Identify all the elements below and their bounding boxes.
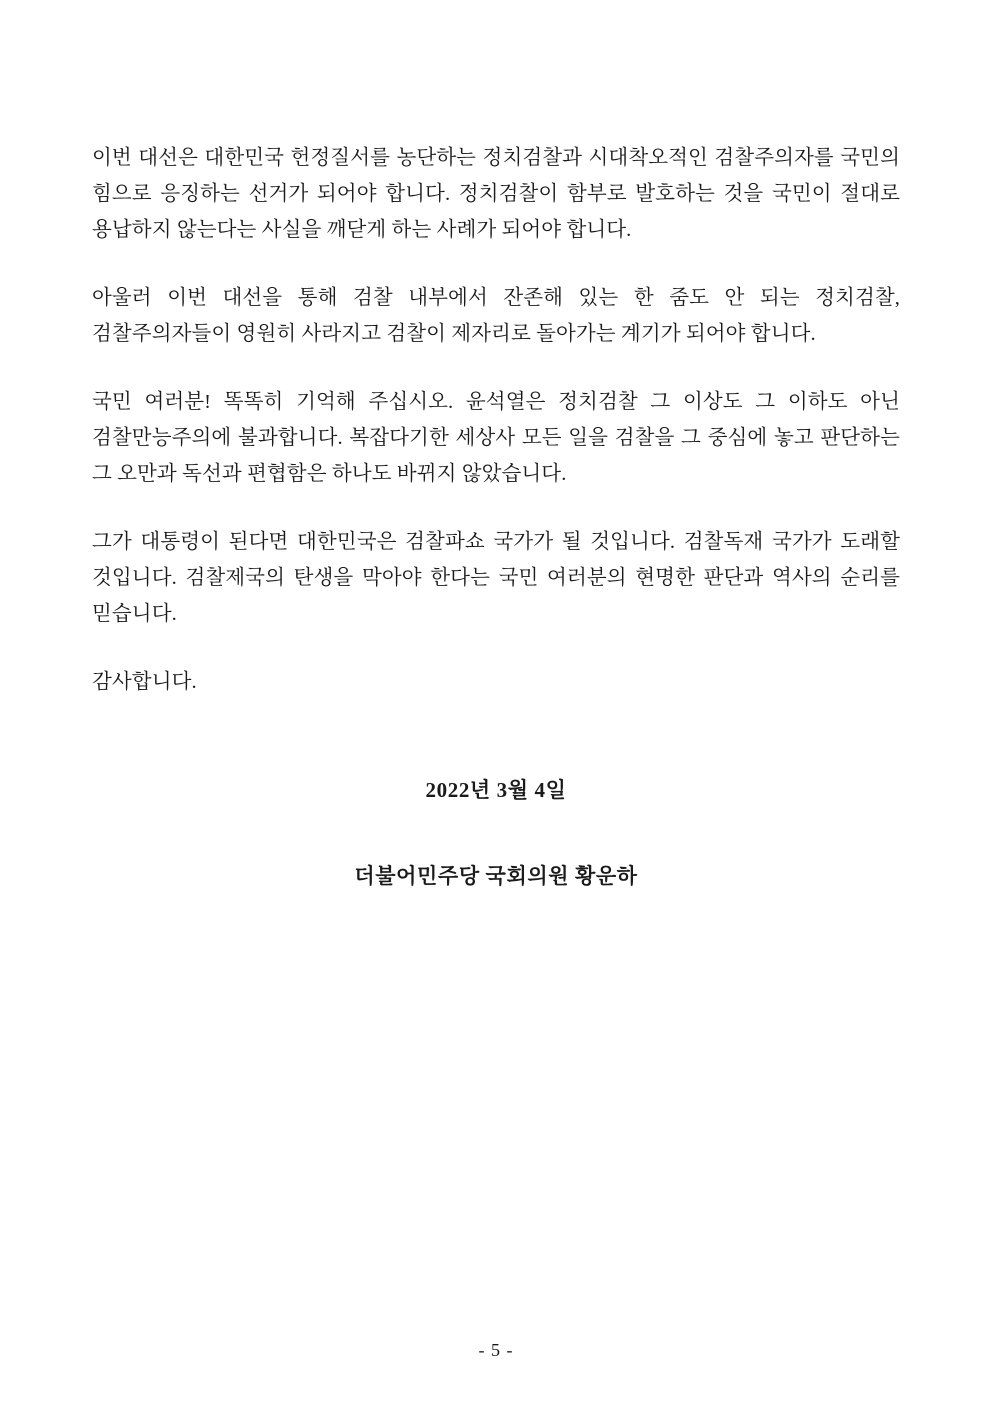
paragraph-1: 이번 대선은 대한민국 헌정질서를 농단하는 정치검찰과 시대착오적인 검찰주의자를 국민의 힘으로 응징하는 선거가 되어야 합니다. 정치검찰이 함부로 발호하는 것을 국민이 절대로 용납하지 않는다는 사실을 깨닫게 하는 사례가 되어야 합니다. xyxy=(92,147,900,241)
paragraph-2: 아울러 이번 대선을 통해 검찰 내부에서 잔존해 있는 한 줌도 안 되는 정치검찰, 검찰주의자들이 영원히 사라지고 검찰이 제자리로 돌아가는 계기가 되어야 합니다. xyxy=(92,287,900,345)
paragraph-4: 그가 대통령이 된다면 대한민국은 검찰파쇼 국가가 될 것입니다. 검찰독재 국가가 도래할 것입니다. 검찰제국의 탄생을 막아야 한다는 국민 여러분의 현명한 판단과 역사의 순리를 믿습니다. xyxy=(92,531,900,625)
signature-block xyxy=(92,774,900,890)
signature-date: 2022년 3월 4일 xyxy=(425,778,567,802)
paragraph-3: 국민 여러분! 똑똑히 기억해 주십시오. 윤석열은 정치검찰 그 이상도 그 이하도 아닌 검찰만능주의에 불과합니다. 복잡다기한 세상사 모든 일을 검찰을 그 중심에 놓고 판단하는 그 오만과 독선과 편협함은 하나도 바뀌지 않았습니다. xyxy=(92,391,900,485)
page-number: - 5 - xyxy=(478,1340,514,1360)
paragraph-closing: 감사합니다. xyxy=(92,671,197,693)
signature-name: 더불어민주당 국회의원 황운하 xyxy=(354,864,638,888)
